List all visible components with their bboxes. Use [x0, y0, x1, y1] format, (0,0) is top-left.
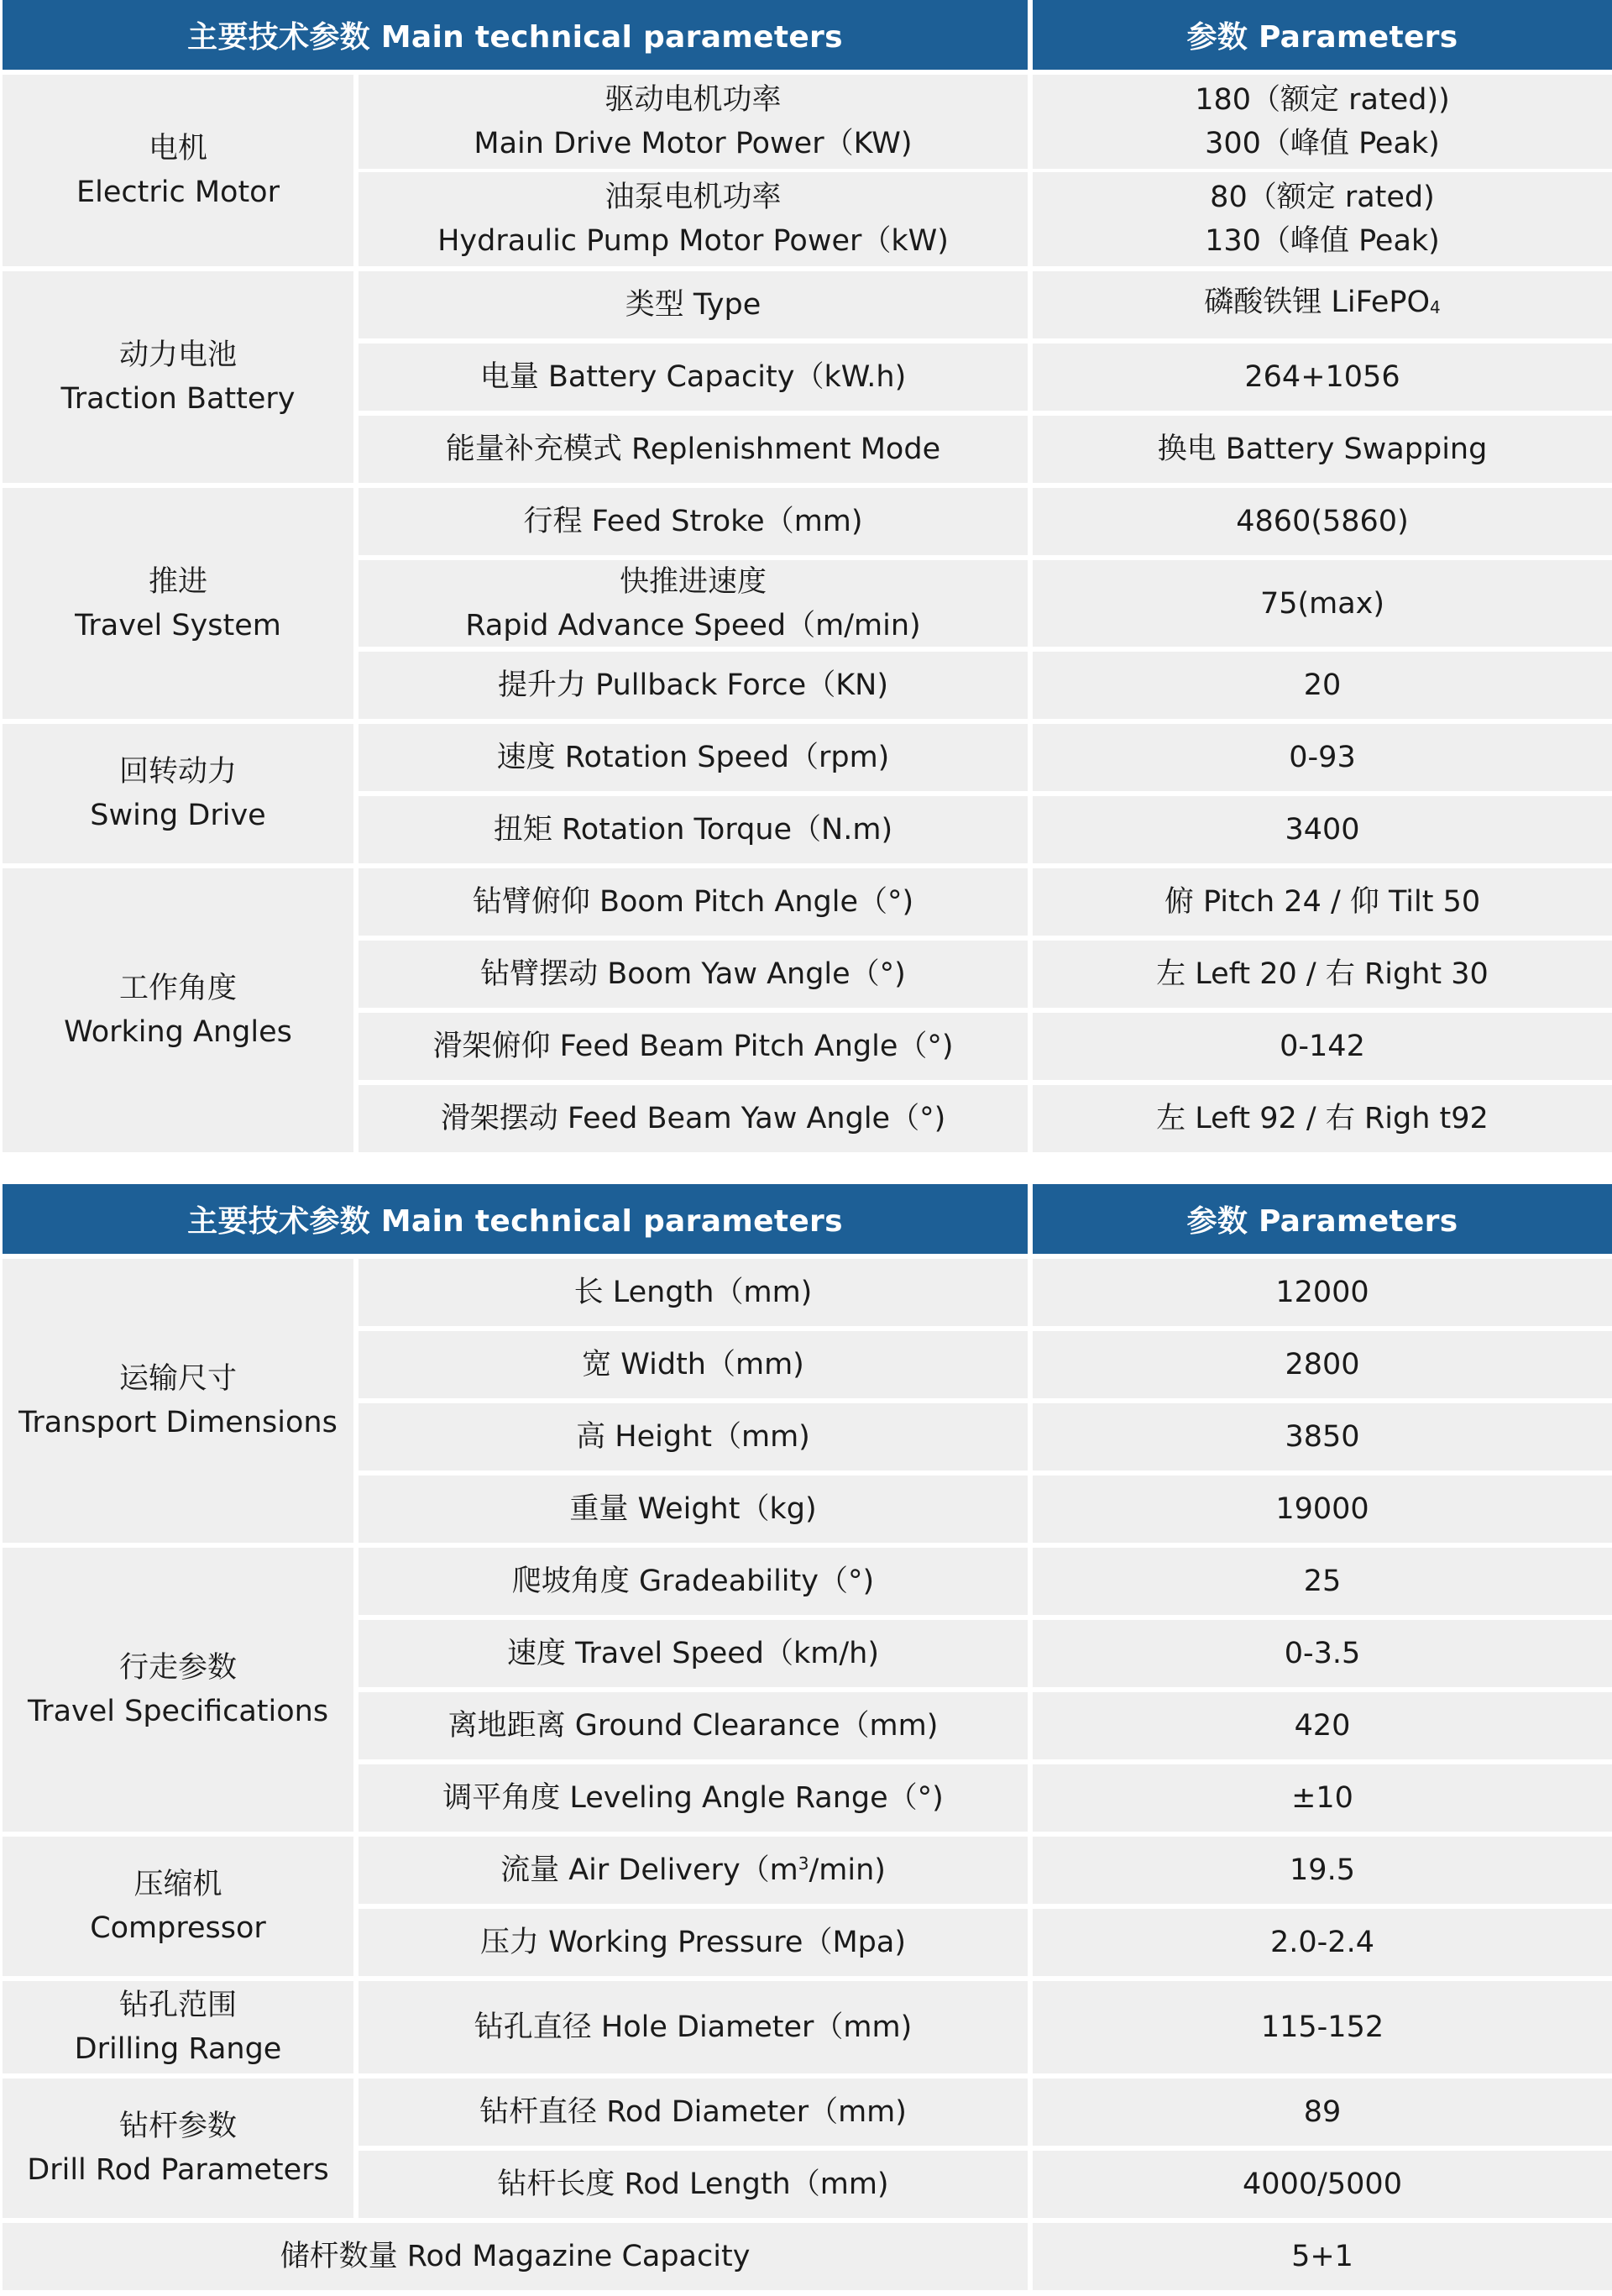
row-value: 2800	[1033, 1331, 1612, 1398]
group-label-en: Drill Rod Parameters	[27, 2153, 329, 2187]
row-value: 换电 Battery Swapping	[1033, 416, 1612, 483]
row-name: 钻孔直径 Hole Diameter（mm)	[359, 1981, 1028, 2073]
row-value: 3850	[1033, 1403, 1612, 1470]
group-label-en: Compressor	[90, 1911, 266, 1945]
row-value: 4860(5860)	[1033, 488, 1612, 555]
row-name: 类型 Type	[359, 271, 1028, 338]
row-value: 俯 Pitch 24 / 仰 Tilt 50	[1033, 868, 1612, 936]
row-value: 左 Left 20 / 右 Right 30	[1033, 941, 1612, 1008]
group-label-cn: 电机	[148, 132, 207, 165]
group-label-en: Working Angles	[64, 1015, 292, 1049]
row-value: 12000	[1033, 1259, 1612, 1326]
group-label-cn: 回转动力	[118, 755, 237, 789]
row-name: 钻臂俯仰 Boom Pitch Angle（°)	[359, 868, 1028, 936]
group-label-cn: 推进	[148, 564, 207, 599]
row-name: 速度 Rotation Speed（rpm)	[359, 724, 1028, 791]
row-name: 能量补充模式 Replenishment Mode	[359, 416, 1028, 483]
group-label-cn: 钻杆参数	[118, 2110, 237, 2143]
group-travel-specifications	[3, 1548, 353, 1832]
row-name: 电量 Battery Capacity（kW.h)	[359, 343, 1028, 411]
row-value: 420	[1033, 1692, 1612, 1759]
row-name: 滑架俯仰 Feed Beam Pitch Angle（°)	[359, 1013, 1028, 1080]
spec-table-2	[0, 1184, 1612, 2290]
row-value: 19.5	[1033, 1837, 1612, 1904]
row-value: 0-142	[1033, 1013, 1612, 1080]
row-value: 75(max)	[1033, 560, 1612, 647]
row-value: 25	[1033, 1548, 1612, 1615]
row-value-line: 300（峰值 Peak)	[1205, 127, 1440, 160]
row-name: 行程 Feed Stroke（mm)	[359, 488, 1028, 555]
row-value: 89	[1033, 2078, 1612, 2146]
row-name-cn: 驱动电机功率	[604, 83, 782, 117]
row-value: 4000/5000	[1033, 2151, 1612, 2218]
group-traction-battery	[3, 271, 353, 483]
row-name: 高 Height（mm)	[359, 1403, 1028, 1470]
row-value: 20	[1033, 652, 1612, 719]
row-name: 钻臂摆动 Boom Yaw Angle（°)	[359, 941, 1028, 1008]
group-label-en: Swing Drive	[90, 799, 266, 832]
row-name	[359, 1837, 1028, 1904]
row-name-superscript: 3	[798, 1853, 809, 1874]
group-electric-motor	[3, 75, 353, 266]
row-value: 0-93	[1033, 724, 1612, 791]
row-value: 3400	[1033, 796, 1612, 863]
group-travel-system	[3, 488, 353, 719]
row-name: 扭矩 Rotation Torque（N.m)	[359, 796, 1028, 863]
header-values: 参数 Parameters	[1033, 0, 1612, 70]
group-working-angles	[3, 868, 353, 1152]
row-name-cn: 快推进速度	[619, 564, 767, 599]
row-name-en: Rapid Advance Speed（m/min)	[465, 608, 921, 642]
row-value-subscript: 4	[1430, 297, 1441, 317]
row-name: 钻杆直径 Rod Diameter（mm)	[359, 2078, 1028, 2146]
group-label-cn: 运输尺寸	[118, 1362, 237, 1396]
row-name	[359, 172, 1028, 266]
group-swing-drive	[3, 724, 353, 863]
header-parameters: 主要技术参数 Main technical parameters	[3, 1184, 1028, 1254]
row-name: 滑架摆动 Feed Beam Yaw Angle（°)	[359, 1085, 1028, 1152]
row-value: ±10	[1033, 1764, 1612, 1832]
group-label-en: Transport Dimensions	[18, 1406, 338, 1439]
row-name: 提升力 Pullback Force（KN)	[359, 652, 1028, 719]
row-value	[1033, 75, 1612, 169]
group-compressor	[3, 1837, 353, 1976]
group-drilling-range	[3, 1981, 353, 2073]
row-name: 爬坡角度 Gradeability（°)	[359, 1548, 1028, 1615]
row-name: 宽 Width（mm)	[359, 1331, 1028, 1398]
row-value	[1033, 271, 1612, 338]
group-label-en: Traction Battery	[60, 382, 296, 416]
row-value: 115-152	[1033, 1981, 1612, 2073]
row-value: 0-3.5	[1033, 1620, 1612, 1687]
row-name	[359, 75, 1028, 169]
row-name: 速度 Travel Speed（km/h)	[359, 1620, 1028, 1687]
header-parameters: 主要技术参数 Main technical parameters	[3, 0, 1028, 70]
row-value-text: 磷酸铁锂 LiFePO	[1204, 286, 1431, 319]
group-label-en: Drilling Range	[74, 2032, 282, 2066]
row-value-rod-magazine: 5+1	[1033, 2223, 1612, 2290]
row-name-text: 流量 Air Delivery（m	[500, 1853, 798, 1887]
row-value-line: 80（额定 rated)	[1210, 181, 1435, 214]
header-values: 参数 Parameters	[1033, 1184, 1612, 1254]
row-name: 离地距离 Ground Clearance（mm)	[359, 1692, 1028, 1759]
row-name-text-end: /min)	[809, 1853, 886, 1887]
group-label-en: Travel Specifications	[27, 1695, 329, 1728]
row-value: 19000	[1033, 1476, 1612, 1543]
group-drill-rod-parameters	[3, 2078, 353, 2218]
row-name-rod-magazine: 储杆数量 Rod Magazine Capacity	[3, 2223, 1028, 2290]
row-name: 压力 Working Pressure（Mpa)	[359, 1909, 1028, 1976]
row-name: 长 Length（mm)	[359, 1259, 1028, 1326]
group-label-cn: 工作角度	[118, 972, 237, 1005]
row-name-cn: 油泵电机功率	[604, 181, 782, 214]
group-label-cn: 行走参数	[118, 1651, 237, 1685]
row-name: 调平角度 Leveling Angle Range（°)	[359, 1764, 1028, 1832]
row-value: 264+1056	[1033, 343, 1612, 411]
row-name-en: Hydraulic Pump Motor Power（kW)	[437, 224, 949, 258]
row-name: 重量 Weight（kg)	[359, 1476, 1028, 1543]
row-value: 左 Left 92 / 右 Righ t92	[1033, 1085, 1612, 1152]
row-name	[359, 560, 1028, 647]
row-value-line: 130（峰值 Peak)	[1205, 224, 1440, 258]
row-name-en: Main Drive Motor Power（KW)	[474, 127, 913, 160]
group-label-en: Travel System	[75, 608, 281, 642]
group-label-cn: 动力电池	[118, 338, 237, 372]
group-label-cn: 钻孔范围	[118, 1989, 237, 2022]
row-value-line: 180（额定 rated))	[1195, 83, 1450, 117]
group-label-en: Electric Motor	[76, 176, 280, 209]
row-value	[1033, 172, 1612, 266]
group-transport-dimensions	[3, 1259, 353, 1543]
row-value: 2.0-2.4	[1033, 1909, 1612, 1976]
group-label-cn: 压缩机	[133, 1868, 222, 1901]
row-name: 钻杆长度 Rod Length（mm)	[359, 2151, 1028, 2218]
